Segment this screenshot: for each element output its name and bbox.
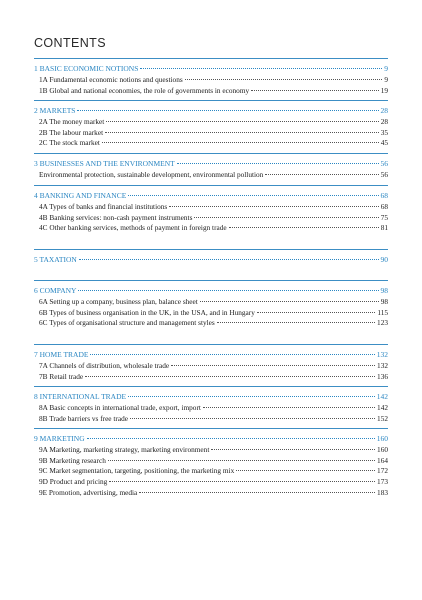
page-number: 172: [377, 466, 388, 476]
toc-subentry[interactable]: [34, 456, 388, 467]
page-number: 68: [380, 201, 388, 211]
subentry-title: 6B Types of business organisation in the UK, in the USA, and in Hungary: [39, 307, 255, 317]
subentry-title: 4A Types of banks and financial institutions: [39, 201, 168, 211]
toc-subentry[interactable]: [34, 75, 388, 86]
toc-section: [34, 280, 388, 344]
dot-leader: [203, 406, 375, 408]
dot-leader: [236, 469, 375, 471]
toc-chapter-entry[interactable]: [34, 191, 388, 202]
chapter-title: 6 COMPANY: [34, 286, 77, 295]
dot-leader: [109, 480, 375, 482]
dot-leader: [171, 364, 375, 366]
dot-leader: [87, 437, 375, 439]
dot-leader: [265, 173, 378, 175]
chapter-title: 4 BANKING AND FINANCE: [34, 191, 127, 200]
chapter-title: 5 TAXATION: [34, 255, 77, 264]
subentry-title: 4C Other banking services, methods of payment in foreign trade: [39, 223, 227, 233]
dot-leader: [128, 395, 375, 397]
page-number: 9: [384, 64, 388, 73]
dot-leader: [200, 300, 379, 302]
page-number: 152: [377, 413, 388, 423]
dot-leader: [108, 459, 375, 461]
page-number: 45: [380, 138, 388, 148]
toc-chapter-entry[interactable]: [34, 286, 388, 297]
subentry-title: 2C The stock market: [39, 138, 100, 148]
toc-subentry[interactable]: [34, 86, 388, 97]
toc-subentry[interactable]: [34, 318, 388, 329]
dot-leader: [185, 78, 383, 80]
dot-leader: [251, 89, 379, 91]
chapter-title: 3 BUSINESSES AND THE ENVIRONMENT: [34, 159, 175, 168]
dot-leader: [211, 448, 375, 450]
chapter-title: 9 MARKETING: [34, 434, 85, 443]
subentry-title: 1A Fundamental economic notions and questions: [39, 74, 183, 84]
chapter-title: 1 BASIC ECONOMIC NOTIONS: [34, 64, 139, 73]
toc-section: [34, 58, 388, 100]
toc-subentry[interactable]: [34, 488, 388, 499]
toc-subentry[interactable]: [34, 477, 388, 488]
toc-section: [34, 249, 388, 280]
dot-leader: [130, 417, 375, 419]
page-number: 35: [380, 127, 388, 137]
dot-leader: [106, 120, 378, 122]
subentry-title: 1B Global and national economies, the role of governments in economy: [39, 85, 250, 95]
dot-leader: [229, 226, 379, 228]
dot-leader: [139, 491, 375, 493]
subentry-title: 7A Channels of distribution, wholesale trade: [39, 360, 170, 370]
toc-subentry[interactable]: [34, 170, 388, 181]
toc-section: [34, 185, 388, 249]
page-number: 115: [377, 307, 388, 317]
toc-chapter-entry[interactable]: [34, 159, 388, 170]
toc-section: [34, 344, 388, 386]
page-number: 183: [377, 487, 388, 497]
page-number: 19: [380, 85, 388, 95]
toc-subentry[interactable]: [34, 297, 388, 308]
dot-leader: [177, 162, 379, 164]
toc-subentry[interactable]: [34, 414, 388, 425]
page-number: 56: [380, 169, 388, 179]
toc-chapter-entry[interactable]: [34, 255, 388, 266]
subentry-title: 6A Setting up a company, business plan, balance sheet: [39, 296, 198, 306]
subentry-title: 9B Marketing research: [39, 455, 106, 465]
toc-subentry[interactable]: [34, 213, 388, 224]
page-number: 132: [376, 350, 388, 359]
page-number: 123: [377, 318, 388, 328]
dot-leader: [105, 131, 379, 133]
subentry-title: Environmental protection, sustainable development, environmental pollution: [39, 169, 264, 179]
dot-leader: [128, 194, 378, 196]
chapter-title: 7 HOME TRADE: [34, 350, 89, 359]
dot-leader: [79, 258, 379, 260]
page-number: 28: [380, 106, 388, 115]
chapter-title: 2 MARKETS: [34, 106, 76, 115]
toc-subentry[interactable]: [34, 466, 388, 477]
page-number: 132: [377, 360, 388, 370]
subentry-title: 9E Promotion, advertising, media: [39, 487, 138, 497]
page-number: 98: [380, 286, 388, 295]
toc-section: [34, 100, 388, 153]
page-number: 136: [377, 371, 388, 381]
chapter-title: 8 INTERNATIONAL TRADE: [34, 392, 127, 401]
toc-subentry[interactable]: [34, 372, 388, 383]
toc-chapter-entry[interactable]: [34, 392, 388, 403]
dot-leader: [169, 205, 378, 207]
table-of-contents: [34, 58, 388, 508]
toc-subentry[interactable]: [34, 128, 388, 139]
toc-section: [34, 428, 388, 508]
page-number: 28: [380, 116, 388, 126]
page-number: 164: [377, 455, 388, 465]
toc-subentry[interactable]: [34, 138, 388, 149]
toc-section: [34, 386, 388, 428]
toc-subentry[interactable]: [34, 361, 388, 372]
toc-subentry[interactable]: [34, 117, 388, 128]
dot-leader: [217, 321, 375, 323]
toc-chapter-entry[interactable]: [34, 434, 388, 445]
toc-chapter-entry[interactable]: [34, 106, 388, 117]
dot-leader: [257, 311, 375, 313]
toc-chapter-entry[interactable]: [34, 64, 388, 75]
subentry-title: 9A Marketing, marketing strategy, marketing environment: [39, 444, 210, 454]
page-number: 81: [380, 223, 388, 233]
page-number: 90: [380, 255, 388, 264]
page-number: 160: [376, 434, 388, 443]
subentry-title: 4B Banking services: non-cash payment instruments: [39, 212, 193, 222]
toc-subentry[interactable]: [34, 202, 388, 213]
subentry-title: 2B The labour market: [39, 127, 104, 137]
page-number: 75: [380, 212, 388, 222]
toc-subentry[interactable]: [34, 223, 388, 234]
toc-subentry[interactable]: [34, 445, 388, 456]
page-number: 160: [377, 444, 388, 454]
dot-leader: [85, 375, 375, 377]
subentry-title: 6C Types of organisational structure and management styles: [39, 318, 215, 328]
dot-leader: [77, 109, 378, 111]
dot-leader: [194, 216, 378, 218]
page-number: 9: [384, 74, 388, 84]
dot-leader: [78, 289, 378, 291]
page-title: CONTENTS: [34, 36, 106, 50]
subentry-title: 2A The money market: [39, 116, 105, 126]
toc-section: [34, 153, 388, 185]
page-number: 173: [377, 477, 388, 487]
dot-leader: [102, 141, 379, 143]
page-number: 98: [380, 296, 388, 306]
page-number: 142: [376, 392, 388, 401]
dot-leader: [140, 67, 382, 69]
subentry-title: 8A Basic concepts in international trade, export, import: [39, 402, 201, 412]
page-number: 68: [380, 191, 388, 200]
subentry-title: 9D Product and pricing: [39, 477, 108, 487]
toc-chapter-entry[interactable]: [34, 350, 388, 361]
page-number: 56: [380, 159, 388, 168]
subentry-title: 7B Retail trade: [39, 371, 84, 381]
toc-subentry[interactable]: [34, 308, 388, 319]
page-number: 142: [377, 402, 388, 412]
dot-leader: [90, 353, 374, 355]
toc-subentry[interactable]: [34, 403, 388, 414]
subentry-title: 8B Trade barriers vs free trade: [39, 413, 128, 423]
subentry-title: 9C Market segmentation, targeting, positioning, the marketing mix: [39, 466, 235, 476]
